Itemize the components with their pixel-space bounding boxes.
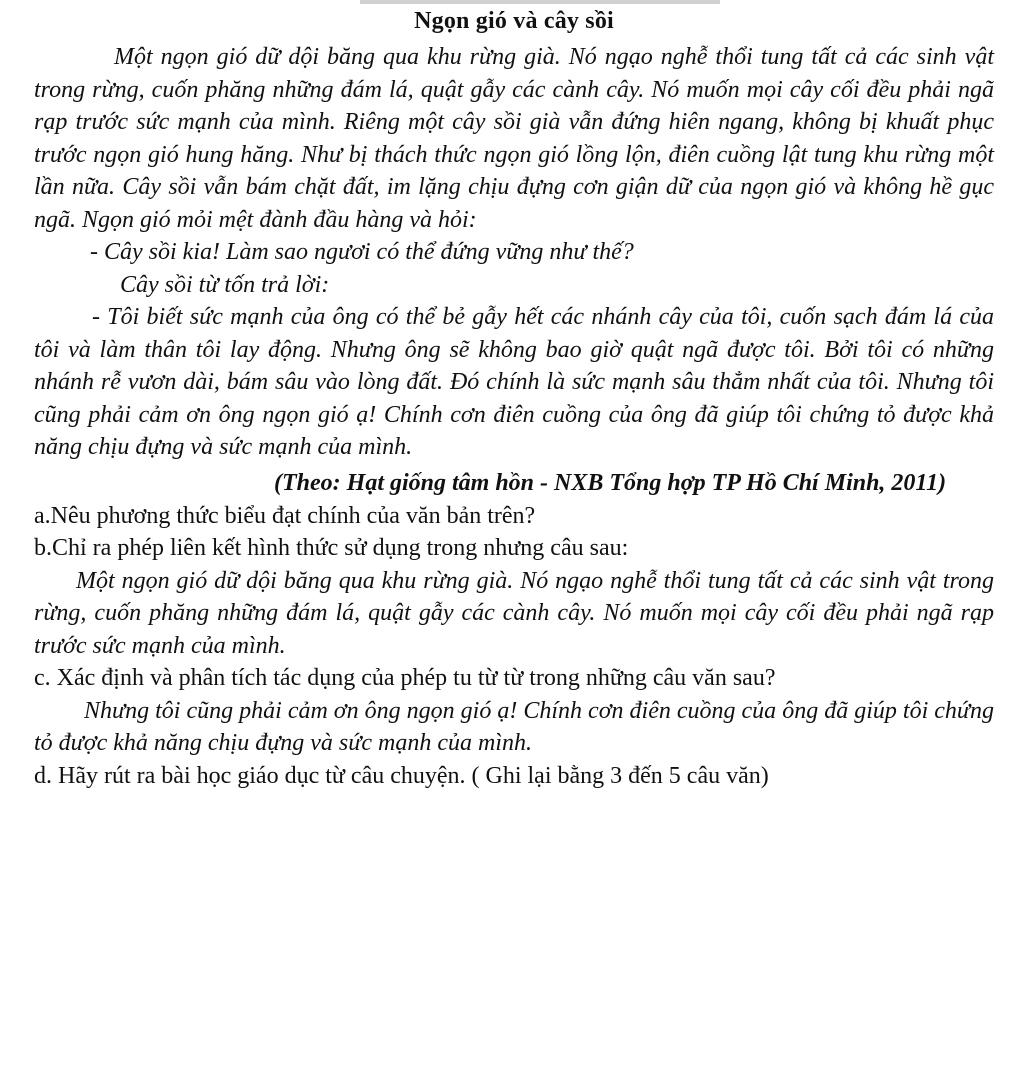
question-c: c. Xác định và phân tích tác dụng của phép tu từ từ trong những câu văn sau?: [34, 665, 776, 691]
story-paragraph-2: - Cây sồi kia! Làm sao ngươi có thể đứng vững như thế?: [90, 239, 634, 265]
question-b: b.Chỉ ra phép liên kết hình thức sử dụng trong nhưng câu sau:: [34, 535, 629, 561]
question-c-quote: Nhưng tôi cũng phải cảm ơn ông ngọn gió ạ! Chính cơn điên cuồng của ông đã giúp tôi chứng tỏ được khả năng chịu đựng và sức mạnh của mình.: [34, 697, 994, 756]
story-title: Ngọn gió và cây sồi: [414, 8, 614, 34]
question-d: d. Hãy rút ra bài học giáo dục từ câu chuyện. ( Ghi lại bằng 3 đến 5 câu văn): [34, 762, 769, 789]
story-paragraph-4: - Tôi biết sức mạnh của ông có thể bẻ gẫy hết các nhánh cây của tôi, cuốn sạch đám lá của tôi và làm thân tôi lay động. Nhưng ông sẽ không bao giờ quật ngã được tôi. Bởi tôi có những nhánh rễ vươn dài, bám sâu vào lòng đất. Đó chính là sức mạnh sâu thẳm nhất của tôi. Nhưng tôi cũng phải cảm ơn ông ngọn gió ạ! Chính cơn điên cuồng của ông đã giúp tôi chứng tỏ được khả năng chịu đựng và sức mạnh của mình.: [34, 304, 994, 460]
scan-edge-line: [360, 0, 720, 4]
story-paragraph-1: Một ngọn gió dữ dội băng qua khu rừng già. Nó ngạo nghễ thổi tung tất cả các sinh vật trong rừng, cuốn phăng những đám lá, quật gẫy các cành cây. Nó muốn mọi cây cối đều phải ngã rạp trước sức mạnh của mình. Riêng một cây sồi già vẫn đứng hiên ngang, không bị khuất phục trước ngọn gió hung hăng. Như bị thách thức ngọn gió lồng lộn, điên cuồng lật tung khu rừng một lần nữa. Cây sồi vẫn bám chặt đất, im lặng chịu đựng cơn giận dữ của ngọn gió và không hề gục ngã. Ngọn gió mỏi mệt đành đầu hàng và hỏi:: [34, 44, 994, 233]
question-b-quote: Một ngọn gió dữ dội băng qua khu rừng già. Nó ngạo nghễ thổi tung tất cả các sinh vật trong rừng, cuốn phăng những đám lá, quật gẫy các cành cây. Nó muốn mọi cây cối đều phải ngã rạp trước sức mạnh của mình.: [34, 567, 994, 659]
story-paragraph-3: Cây sồi từ tốn trả lời:: [120, 271, 330, 298]
source-citation: (Theo: Hạt giống tâm hồn - NXB Tổng hợp TP Hồ Chí Minh, 2011): [274, 469, 947, 496]
question-a: a.Nêu phương thức biểu đạt chính của văn bản trên?: [34, 502, 536, 529]
